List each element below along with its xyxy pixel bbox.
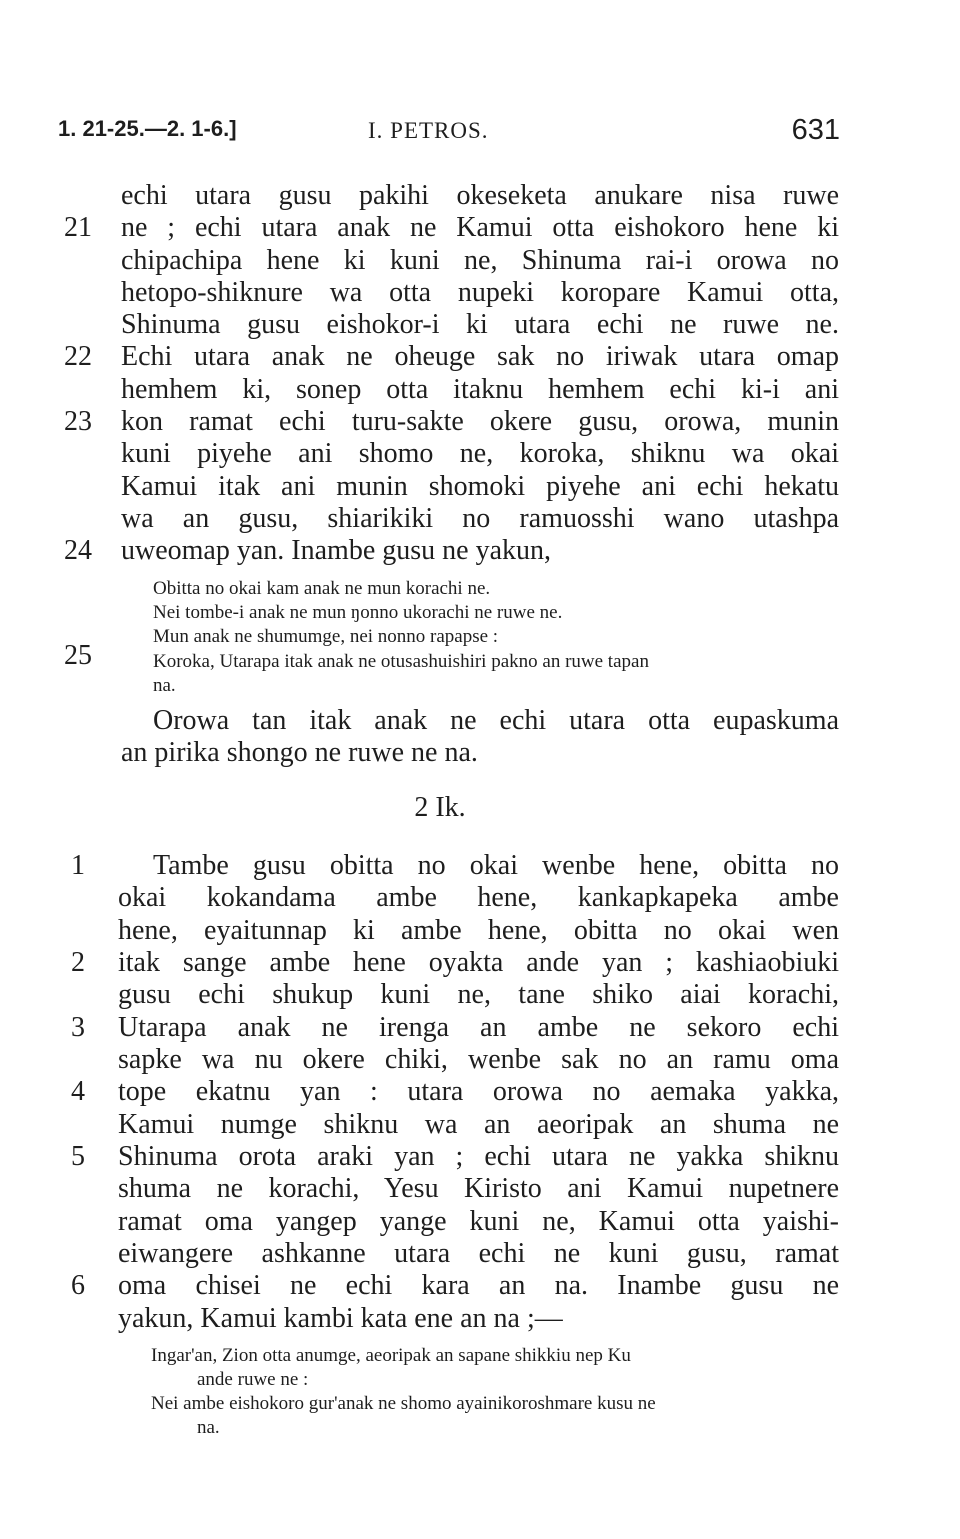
text-line: Kamui itak ani munin shomoki piyehe ani echi hekatu	[121, 471, 839, 502]
poem-line: Koroka, Utarapa itak anak ne otusashuishiri pakno an ruwe tapan	[153, 651, 649, 672]
chapter-heading: 2 Ik.	[414, 792, 466, 823]
poem-line: Nei tombe-i anak ne mun ŋonno ukorachi ne ruwe ne.	[153, 602, 563, 623]
text-line: echi utara gusu pakihi okeseketa anukare nisa ruwe	[121, 180, 839, 211]
text-line: ne ; echi utara anak ne Kamui otta eishokoro hene ki	[121, 212, 839, 243]
text-line: Echi utara anak ne oheuge sak no iriwak utara omap	[121, 341, 839, 372]
verse-number: 24	[64, 535, 92, 566]
text-line: gusu echi shukup kuni ne, tane shiko aiai korachi,	[118, 979, 839, 1010]
poem-line: na.	[153, 675, 176, 696]
poem-line: na.	[197, 1417, 220, 1438]
poem-line: Mun anak ne shumumge, nei nonno rapapse :	[153, 626, 499, 647]
text-line: tope ekatnu yan : utara orowa no aemaka yakka,	[118, 1076, 839, 1107]
poem-line: Obitta no okai kam anak ne mun korachi ne.	[153, 578, 491, 599]
text-line: kon ramat echi turu-sakte okere gusu, orowa, munin	[121, 406, 839, 437]
page-number: 631	[791, 114, 840, 146]
text-line: Tambe gusu obitta no okai wenbe hene, obitta no	[153, 850, 839, 881]
text-line: kuni piyehe ani shomo ne, koroka, shiknu wa okai	[121, 438, 839, 469]
verse-number: 21	[64, 212, 92, 243]
verse-number: 22	[64, 341, 92, 372]
text-line: sapke wa nu okere chiki, wenbe sak no an ramu oma	[118, 1044, 839, 1075]
poem-line: Nei ambe eishokoro gur'anak ne shomo ayainikoroshmare kusu ne	[151, 1393, 656, 1414]
text-line: Kamui numge shiknu wa an aeoripak an shuma ne	[118, 1109, 839, 1140]
verse-number: 25	[64, 640, 92, 671]
text-line: eiwangere ashkanne utara echi ne kuni gusu, ramat	[118, 1238, 839, 1269]
text-line: Orowa tan itak anak ne echi utara otta eupaskuma	[153, 705, 839, 736]
verse-number: 5	[71, 1141, 85, 1172]
text-line: ramat oma yangep yange kuni ne, Kamui otta yaishi-	[118, 1206, 839, 1237]
poem-line: ande ruwe ne :	[197, 1369, 309, 1390]
text-line: Shinuma gusu eishokor-i ki utara echi ne ruwe ne.	[121, 309, 839, 340]
text-line: hene, eyaitunnap ki ambe hene, obitta no okai wen	[118, 915, 839, 946]
text-line: okai kokandama ambe hene, kankapkapeka ambe	[118, 882, 839, 913]
chapter-verse-range: 1. 21-25.—2. 1-6.]	[58, 116, 237, 141]
running-header	[58, 116, 840, 150]
verse-number: 3	[71, 1012, 85, 1043]
text-line: Shinuma orota araki yan ; echi utara ne yakka shiknu	[118, 1141, 839, 1172]
text-line: yakun, Kamui kambi kata ene an na ;—	[118, 1303, 563, 1334]
text-line: uweomap yan. Inambe gusu ne yakun,	[121, 535, 551, 566]
text-line: chipachipa hene ki kuni ne, Shinuma rai-i orowa no	[121, 245, 839, 276]
book-title: I. PETROS.	[368, 118, 489, 143]
verse-number: 1	[71, 850, 85, 881]
text-line: wa an gusu, shiarikiki no ramuosshi wano utashpa	[121, 503, 839, 534]
text-line: Utarapa anak ne irenga an ambe ne sekoro echi	[118, 1012, 839, 1043]
verse-number: 4	[71, 1076, 85, 1107]
text-line: oma chisei ne echi kara an na. Inambe gusu ne	[118, 1270, 839, 1301]
text-line: hemhem ki, sonep otta itaknu hemhem echi ki-i ani	[121, 374, 839, 405]
verse-number: 6	[71, 1270, 85, 1301]
poem-line: Ingar'an, Zion otta anumge, aeoripak an sapane shikkiu nep Ku	[151, 1345, 631, 1366]
text-line: an pirika shongo ne ruwe ne na.	[121, 737, 478, 768]
verse-number: 2	[71, 947, 85, 978]
text-line: itak sange ambe hene oyakta ande yan ; kashiaobiuki	[118, 947, 839, 978]
verse-number: 23	[64, 406, 92, 437]
text-line: hetopo-shiknure wa otta nupeki koropare Kamui otta,	[121, 277, 839, 308]
text-line: shuma ne korachi, Yesu Kiristo ani Kamui nupetnere	[118, 1173, 839, 1204]
